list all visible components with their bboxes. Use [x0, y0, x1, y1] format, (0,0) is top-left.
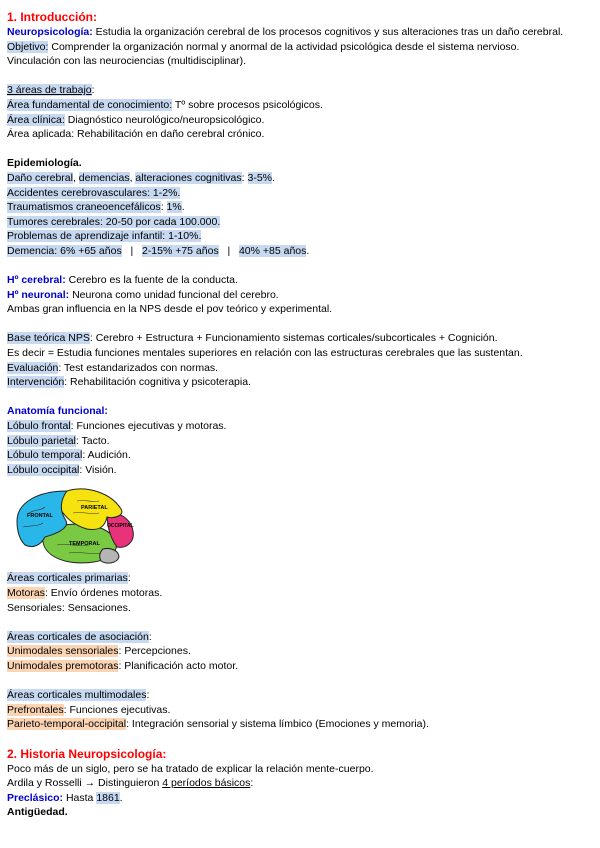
- history-preclassic: [7, 791, 593, 806]
- lobe-frontal: [7, 419, 593, 434]
- epi-pipe: |: [121, 244, 142, 257]
- epidemiology-line-6: [7, 244, 593, 259]
- hypothesis-influence: Ambas gran influencia en la NPS desde el pov teórico y experimental.: [7, 303, 333, 316]
- hypothesis-cerebral-term: Hº cerebral:: [7, 274, 66, 287]
- primary-sensory: Sensoriales: Sensaciones.: [7, 601, 131, 614]
- temporal-label: TEMPORAL: [69, 541, 100, 548]
- unimodal-premotor: [7, 659, 593, 674]
- hypothesis-neuronal: [7, 288, 593, 303]
- epidemiology-line-2: [7, 186, 593, 201]
- epi-demencia-65: 6% +65 años: [60, 244, 122, 257]
- epidemiology-line-5: [7, 229, 593, 244]
- pto-text: : Integración sensorial y sistema límbico (Emociones y memoria).: [126, 718, 429, 731]
- epi-sep: :: [160, 201, 167, 214]
- lobe-occipital-term: Lóbulo occipital: [7, 463, 80, 476]
- preclassic-text: Hasta: [63, 791, 97, 804]
- area-clinica: [7, 113, 593, 128]
- lobe-parietal: [7, 434, 593, 449]
- hypothesis-cerebral: [7, 273, 593, 288]
- anatomy-title: Anatomía funcional:: [7, 405, 108, 418]
- definition-paragraph: [7, 25, 593, 40]
- unimodal-premotor-text: : Planificación acto motor.: [118, 659, 239, 672]
- work-areas-title: [7, 83, 593, 98]
- lobe-parietal-term: Lóbulo parietal: [7, 434, 76, 447]
- base-teorica-term: Base teórica NPS: [7, 332, 90, 345]
- objective-text: Comprender la organización normal y anormal de la actividad psicológica desde el sistema nervioso.: [48, 40, 520, 53]
- epi-value: 1%: [166, 201, 182, 214]
- epidemiology-line-3: [7, 200, 593, 215]
- epi-end: .: [306, 244, 310, 257]
- epi-end: .: [181, 201, 185, 214]
- primary-motor-text: : Envío órdenes motoras.: [44, 587, 163, 599]
- history-authors: Ardila y Rosselli → Distinguieron: [7, 777, 163, 790]
- primary-motor: [7, 586, 593, 601]
- work-areas-title-text: 3 áreas de trabajo: [7, 84, 92, 97]
- definition-term: Neuropsicología:: [7, 26, 93, 38]
- document-page: [7, 10, 593, 820]
- primary-areas-title: [7, 571, 593, 586]
- definition-text: Estudia la organización cerebral de los procesos cognitivos y sus alteraciones tras un daño cerebral.: [92, 26, 564, 38]
- epi-acv: Accidentes cerebrovasculares: 1-2%.: [7, 186, 181, 199]
- epi-demencia-75: 2-15% +75 años: [141, 244, 219, 257]
- epidemiology-line-4: [7, 215, 593, 230]
- base-evaluacion: [7, 361, 593, 376]
- area-fundamental-term: Área fundamental de conocimiento:: [7, 98, 173, 111]
- epidemiology-line-1: [7, 171, 593, 186]
- prefrontal-term: Prefrontales: [7, 703, 64, 716]
- preclassic-term: Preclásico:: [7, 791, 64, 804]
- epi-sep: ,: [129, 171, 136, 184]
- pto-term: Parieto-temporal-occipital: [7, 718, 127, 731]
- brain-lobes-illustration: [7, 483, 139, 567]
- brain-diagram: [7, 483, 593, 567]
- unimodal-sensory-term: Unimodales sensoriales: [7, 645, 119, 658]
- hypothesis-neuronal-text: Neurona como unidad funcional del cerebro.: [69, 288, 279, 301]
- epi-alteraciones: alteraciones cognitivas: [135, 171, 242, 184]
- lobe-occipital-text: : Visión.: [79, 463, 117, 476]
- epi-dano: Daño cerebral: [7, 171, 73, 184]
- unimodal-sensory-text: : Percepciones.: [118, 645, 191, 658]
- preclassic-end: .: [119, 791, 123, 804]
- lobe-temporal: [7, 448, 593, 463]
- occipital-label: OCCIPITAL: [107, 523, 134, 530]
- base-intervencion-term: Intervención: [7, 376, 65, 389]
- hypothesis-neuronal-term: Hº neuronal:: [7, 288, 70, 301]
- history-line-1: Poco más de un siglo, pero se ha tratado de explicar la relación mente-cuerpo.: [7, 762, 374, 775]
- area-clinica-text: Diagnóstico neurológico/neuropsicológico.: [64, 113, 265, 126]
- vinculation-line: Vinculación con las neurociencias (multidisciplinar).: [7, 55, 247, 68]
- primary-areas-colon: :: [127, 572, 131, 585]
- objective-line: [7, 40, 593, 55]
- epi-pipe: |: [218, 244, 239, 257]
- lobe-temporal-text: : Audición.: [82, 449, 131, 462]
- lobe-frontal-text: : Funciones ejecutivas y motoras.: [70, 420, 227, 433]
- epi-demencias: demencias: [78, 171, 130, 184]
- prefrontal-line: [7, 703, 593, 718]
- section-1-title: 1. Introducción:: [7, 10, 97, 24]
- prefrontal-text: : Funciones ejecutivas.: [63, 703, 171, 716]
- base-teorica: [7, 331, 593, 346]
- section-2-title: 2. Historia Neuropsicología:: [7, 746, 167, 761]
- epi-aprendizaje: Problemas de aprendizaje infantil: 1-10%.: [7, 230, 202, 243]
- epi-value: 3-5%: [247, 171, 273, 184]
- association-areas-title: [7, 630, 593, 645]
- primary-motor-term: Motoras: [7, 587, 45, 599]
- history-colon: :: [250, 777, 254, 790]
- unimodal-premotor-term: Unimodales premotoras: [7, 659, 119, 672]
- base-es-decir: Es decir = Estudia funciones mentales superiores en relación con las estructuras cerebrales que las sustentan.: [7, 347, 523, 360]
- base-evaluacion-text: : Test estandarizados con normas.: [58, 361, 219, 374]
- history-line-2: [7, 776, 593, 791]
- area-fundamental-text: Tº sobre procesos psicológicos.: [172, 98, 323, 111]
- epi-sep: :: [241, 171, 248, 184]
- epi-tumores: Tumores cerebrales: 20-50 por cada 100.000.: [7, 215, 221, 228]
- association-areas-colon: :: [148, 630, 152, 643]
- objective-term: Objetivo:: [7, 40, 49, 53]
- lobe-frontal-term: Lóbulo frontal: [7, 420, 71, 433]
- work-areas-colon: :: [91, 84, 95, 97]
- frontal-label: FRONTAL: [27, 513, 53, 520]
- association-areas-title-text: Áreas corticales de asociación: [7, 630, 149, 643]
- epi-end: .: [272, 171, 275, 184]
- preclassic-year: 1861: [96, 791, 120, 804]
- epi-sep: ,: [72, 171, 79, 184]
- multimodal-areas-title: [7, 688, 593, 703]
- base-teorica-text: : Cerebro + Estructura + Funcionamiento sistemas corticales/subcorticales + Cognición.: [89, 332, 498, 345]
- area-fundamental: [7, 98, 593, 113]
- lobe-temporal-term: Lóbulo temporal: [7, 449, 83, 462]
- primary-areas-title-text: Áreas corticales primarias: [7, 572, 128, 585]
- hypothesis-cerebral-text: Cerebro es la fuente de la conducta.: [65, 274, 238, 287]
- multimodal-areas-title-text: Áreas corticales multimodales: [7, 689, 147, 702]
- lobe-occipital: [7, 463, 593, 478]
- epi-demencia-label: Demencia:: [7, 244, 61, 257]
- area-clinica-term: Área clínica:: [7, 113, 65, 126]
- parietal-label: PARIETAL: [81, 505, 108, 512]
- epi-tce: Traumatismos craneoencefálicos: [7, 201, 161, 214]
- base-intervencion-text: : Rehabilitación cognitiva y psicoterapia.: [64, 376, 251, 389]
- pto-line: [7, 717, 593, 732]
- epi-demencia-85: 40% +85 años: [238, 244, 307, 257]
- base-evaluacion-term: Evaluación: [7, 361, 59, 374]
- unimodal-sensory: [7, 644, 593, 659]
- multimodal-areas-colon: :: [146, 689, 150, 702]
- epidemiology-title: Epidemiología.: [7, 157, 82, 170]
- history-periods: 4 períodos básicos: [162, 777, 251, 790]
- cerebellum: [100, 549, 119, 564]
- base-intervencion: [7, 375, 593, 390]
- history-antiquity: Antigüedad.: [7, 806, 68, 819]
- lobe-parietal-text: : Tacto.: [75, 434, 110, 447]
- area-aplicada: Área aplicada: Rehabilitación en daño cerebral crónico.: [7, 128, 265, 141]
